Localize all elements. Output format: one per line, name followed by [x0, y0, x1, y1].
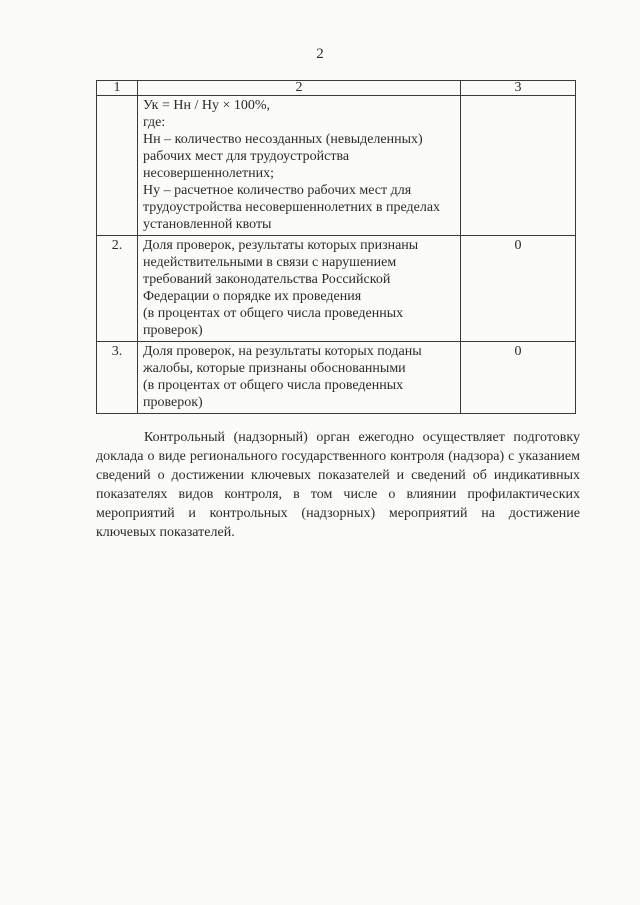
indicators-table	[96, 80, 576, 414]
table-row	[97, 96, 576, 236]
text-line: Нн – количество несозданных (невыделенных)	[143, 132, 423, 147]
text-line: трудоустройства несовершеннолетних в пределах	[143, 200, 441, 215]
text-line: (в процентах от общего числа проведенных	[143, 378, 404, 393]
text-line: рабочих мест для трудоустройства	[143, 149, 350, 164]
row-number: 3.	[97, 342, 138, 414]
row-number: 2.	[97, 236, 138, 342]
indicator-value: 0	[461, 342, 576, 414]
table-header-row	[97, 81, 576, 96]
indicator-description	[138, 342, 461, 414]
header-cell: 1	[97, 81, 138, 96]
text-line: где:	[143, 115, 166, 130]
indicator-value: 0	[461, 236, 576, 342]
header-cell: 3	[461, 81, 576, 96]
text-line: жалобы, которые признаны обоснованными	[143, 361, 406, 376]
indicator-description	[138, 96, 461, 236]
text-line: несовершеннолетних;	[143, 166, 274, 181]
text-line: Доля проверок, результаты которых признаны	[143, 238, 419, 253]
page-number: 2	[316, 46, 324, 62]
text-line: Доля проверок, на результаты которых поданы	[143, 344, 422, 359]
text-line: проверок)	[143, 323, 203, 338]
indicator-description	[138, 236, 461, 342]
text-line: Федерации о порядке их проведения	[143, 289, 362, 304]
text-line: Ну – расчетное количество рабочих мест для	[143, 183, 412, 198]
table-row	[97, 342, 576, 414]
text-line: проверок)	[143, 395, 203, 410]
text-line: установленной квоты	[143, 217, 272, 232]
indicator-value	[461, 96, 576, 236]
text-line: Ук = Нн / Ну × 100%,	[143, 98, 271, 113]
text-line: требований законодательства Российской	[143, 272, 391, 287]
table-row	[97, 236, 576, 342]
text-line: (в процентах от общего числа проведенных	[143, 306, 404, 321]
body-paragraph: Контрольный (надзорный) орган ежегодно осуществляет подготовку доклада о виде регионального государственного контроля (надзора) с указанием сведений о достижении ключевых показателей и сведений об индикативных показателях видов контроля, в том числе о влиянии профилактических мероприятий и контрольных (надзорных) мероприятий на достижение ключевых показателей.	[96, 430, 580, 540]
header-cell: 2	[138, 81, 461, 96]
row-number	[97, 96, 138, 236]
text-line: недействительными в связи с нарушением	[143, 255, 397, 270]
